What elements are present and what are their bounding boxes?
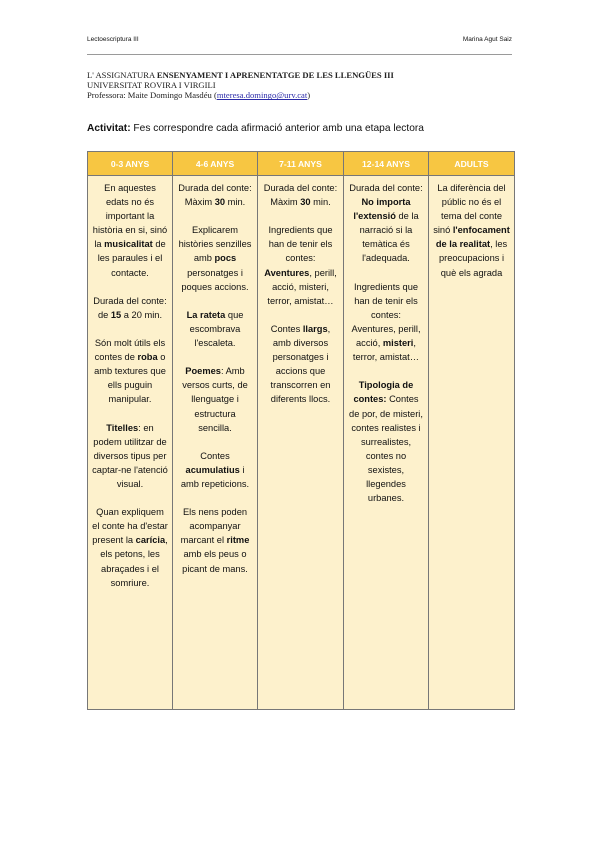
cell-paragraph xyxy=(177,364,253,434)
text-segment: : Amb versos curts, de llenguatge i estructura sencilla. xyxy=(182,366,248,433)
bold-text: misteri xyxy=(382,338,414,349)
text-segment: amb els peus o picant de mans. xyxy=(182,549,248,574)
professor-line xyxy=(87,90,517,100)
text-segment: Són molt útils els contes de xyxy=(94,338,166,363)
activity-text: Fes correspondre cada afirmació anterior amb una etapa lectora xyxy=(130,123,424,134)
bold-text: Titelles xyxy=(106,422,139,433)
table-header-row xyxy=(88,152,515,176)
text-segment: Ingredients que han de tenir els contes: Aventures, perill, acció, xyxy=(351,281,421,349)
text-segment: min. xyxy=(310,197,331,208)
cell-paragraph xyxy=(92,294,168,322)
bold-text: La rateta xyxy=(186,309,226,320)
cell-paragraph xyxy=(348,280,424,365)
bold-text: acumulatius xyxy=(185,464,240,475)
cell-paragraph xyxy=(262,181,339,209)
text-segment: a 20 min. xyxy=(121,309,163,320)
text-segment: La diferència del públic no és el tema del conte sinó xyxy=(433,183,506,236)
header-7-11-anys: 7-11 ANYS xyxy=(258,152,344,176)
text-segment: Els nens poden acompanyar marcant el xyxy=(180,507,248,546)
university-name: UNIVERSITAT ROVIRA I VIRGILI xyxy=(87,80,216,91)
bold-text: 30 xyxy=(214,197,226,208)
bold-text: l'extensió xyxy=(353,211,396,222)
bold-text: Tipologia de contes: xyxy=(353,380,414,405)
activity-prompt xyxy=(87,123,424,134)
activity-label: Activitat: xyxy=(87,123,131,134)
header-12-14-anys: 12-14 ANYS xyxy=(344,152,429,176)
bold-text: Aventures xyxy=(264,267,310,278)
cell-paragraph xyxy=(92,421,168,491)
page-header xyxy=(87,34,512,55)
bold-text: musicalitat xyxy=(104,239,153,250)
header-course: Lectoescriptura III xyxy=(87,36,139,43)
text-segment: min. xyxy=(225,197,246,208)
text-segment: : en podem utilitzar de diversos tipus per captar-ne l'atenció visual. xyxy=(92,422,168,489)
cell-adults xyxy=(429,176,515,710)
bold-text: Poemes xyxy=(185,366,221,377)
bold-text: 30 xyxy=(300,197,311,208)
cell-7-11-anys xyxy=(258,176,344,710)
cell-12-14-anys xyxy=(344,176,429,710)
bold-text: l'enfocament de la realitat xyxy=(435,225,510,250)
text-segment: Durada del conte: Màxim xyxy=(178,183,252,208)
text-segment: Contes xyxy=(270,323,303,334)
text-segment: , terror, amistat… xyxy=(352,338,420,363)
text-segment: que escombrava l'escaleta. xyxy=(189,309,244,349)
text-segment: , perill, acció, misteri, terror, amistat… xyxy=(267,267,337,306)
subject-block xyxy=(87,70,517,101)
text-segment: de les paraules i el contacte. xyxy=(97,239,166,278)
bold-text: carícia xyxy=(135,535,166,546)
bold-text: 15 xyxy=(110,309,122,320)
cell-paragraph xyxy=(92,181,168,280)
cell-4-6-anys xyxy=(173,176,258,710)
cell-paragraph xyxy=(348,378,424,505)
professor-label: Professora: Maite Domingo Masdéu ( xyxy=(87,90,217,101)
text-segment: Durada del conte: de xyxy=(93,295,167,320)
cell-paragraph xyxy=(177,449,253,491)
header-4-6-anys: 4-6 ANYS xyxy=(173,152,258,176)
cell-paragraph xyxy=(177,223,253,293)
subject-line-1 xyxy=(87,70,517,80)
header-0-3-anys: 0-3 ANYS xyxy=(88,152,173,176)
reading-stages-table xyxy=(87,151,515,710)
cell-paragraph xyxy=(262,223,339,308)
bold-text: roba xyxy=(137,352,158,363)
text-segment: En aquestes edats no és important la història en si, sinó la xyxy=(92,183,168,250)
cell-paragraph xyxy=(177,308,253,350)
text-segment: , amb diversos personatges i accions que transcorren en diferents llocs. xyxy=(270,323,331,405)
subject-title: ENSENYAMENT I APRENENTATGE DE LES LLENGÜES III xyxy=(156,70,394,80)
text-segment: Durada del conte: Màxim xyxy=(263,183,338,208)
professor-suffix: ) xyxy=(307,90,311,101)
cell-paragraph xyxy=(92,336,168,406)
text-segment: Quan expliquem el conte ha d'estar present la xyxy=(92,507,168,546)
text-segment: de la narració si la temàtica és l'adequada. xyxy=(359,211,419,264)
text-segment: i amb repeticions. xyxy=(180,464,250,489)
bold-text: ritme xyxy=(226,535,250,546)
cell-paragraph xyxy=(92,505,168,590)
cell-0-3-anys xyxy=(88,176,173,710)
text-segment: , els petons, les abraçades i el somriure. xyxy=(100,535,168,588)
header-adults: ADULTS xyxy=(429,152,515,176)
subject-prefix: L' ASSIGNATURA xyxy=(87,70,157,80)
cell-paragraph xyxy=(177,505,253,575)
table-row xyxy=(88,176,515,710)
text-segment: Explicarem històries senzilles amb xyxy=(178,225,252,264)
text-segment: Ingredients que han de tenir els contes: xyxy=(268,225,333,264)
text-segment: Contes de por, de misteri, contes realistes i surrealistes, contes no sexistes, llegendes urbanes. xyxy=(349,394,423,504)
bold-text: llargs xyxy=(302,323,328,334)
cell-paragraph xyxy=(348,181,424,266)
text-segment: o amb textures que ells puguin manipular. xyxy=(94,352,166,405)
email-link[interactable]: mteresa.domingo@urv.cat xyxy=(216,90,308,101)
bold-text: No importa xyxy=(361,197,411,208)
cell-paragraph xyxy=(177,181,253,209)
text-segment: personatges i poques accions. xyxy=(181,267,249,292)
cell-paragraph xyxy=(433,181,510,280)
cell-paragraph xyxy=(262,322,339,407)
text-segment: Durada del conte: xyxy=(349,183,423,193)
text-segment: Contes xyxy=(200,450,230,461)
header-author: Marina Agut Saiz xyxy=(462,36,512,43)
bold-text: pocs xyxy=(214,253,237,264)
text-segment: , les preocupacions i què els agrada xyxy=(438,239,508,278)
